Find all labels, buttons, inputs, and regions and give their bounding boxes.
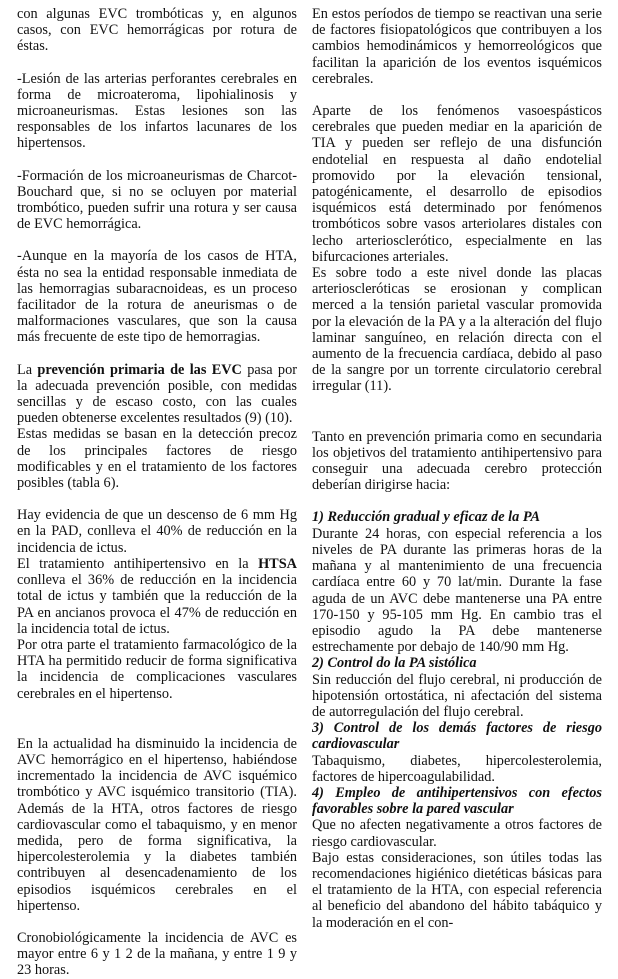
paragraph: -Formación de los microaneurismas de Charcot-Bouchard que, si no se ocluyen por material trombótico, pueden sufrir una rotura y ser causa de EVC hemorrágica. [17,167,297,233]
paragraph: Tabaquismo, diabetes, hipercolesterolemia, factores de hipercoagulabilidad. [312,752,602,785]
subheading: 1) Reducción gradual y eficaz de la PA [312,509,541,526]
bold-term: prevención primaria de las EVC [37,361,242,378]
paragraph: Tanto en prevención primaria como en secundaria los objetivos del tratamiento antihipertensivo para conseguir una adecuada cerebro protección deberían dirigirse hacia: [312,428,602,494]
paragraph: Durante 24 horas, con especial referencia a los niveles de PA durante las primeras horas de la mañana y al mantenimiento de una frecuencia cardíaca entre 60 y 70 lat/min. Durante la fase aguda de un AVC debe mantenerse una PA entre 170-150 y 95-105 mm Hg. En cambio tras el episodio agudo la PA debe mantenerse estrechamente por debajo de 140/90 mm Hg. [312,525,602,656]
paragraph: -Aunque en la mayoría de los casos de HTA, ésta no sea la entidad responsable inmediata de las hemorragias subaracnoideas, es un proceso facilitador de la rotura de aneurismas o de malformaciones vasculares, que son la causa más frecuente de este tipo de hemorragias. [17,248,297,346]
text-run: conlleva el 36% de reducción en la incidencia total de ictus y también que la reducción de la PA en ancianos provoca el 47% de reducción en la incidencia total de ictus. [17,572,297,637]
bold-term: HTSA [258,555,297,572]
left-column [17,6,297,979]
paragraph: Por otra parte el tratamiento farmacológico de la HTA ha permitido reducir de forma significativa la incidencia de complicaciones vasculares cerebrales en el hipertenso. [17,636,297,702]
paragraph: Es sobre todo a este nivel donde las placas arterioscleróticas se erosionan y complican merced a la tensión parietal vascular promovida por la elevación de la PA y a la alteración del flujo laminar sanguíneo, en relación directa con el aumento de la frecuencia cardíaca, debido al paso de la sangre por un torrente circulatorio cerebral irregular (11). [312,265,602,395]
text-run: pasa por la adecuada prevención posible, con medidas sencillas y de escaso costo, con las cuales pueden obtenerse excelentes resultados (9) (10). [17,361,297,427]
paragraph: -Lesión de las arterias perforantes cerebrales en forma de microateroma, lipohialinosis y microaneurismas. Estas lesiones son las responsables de los infartos lacunares de los hipertensos. [17,70,297,152]
right-column [312,6,602,931]
paragraph: En la actualidad ha disminuido la incidencia de AVC hemorrágico en el hipertenso, habiéndose incrementado la incidencia de AVC isquémico trombótico y AVC isquémico transitorio (TIA). Además de la HTA, otros factores de riesgo cardiovascular como el tabaquismo, y en menor medida, pero de forma significativa, la hipercolesterolemia y la diabetes también contribuyen al desencadenamiento de los episodios isquémicos cerebrales en el hipertenso. [17,735,297,914]
text-run: El tratamiento antihipertensivo en la [17,555,259,572]
text-run: La [17,361,38,378]
paragraph: Aparte de los fenómenos vasoespásticos cerebrales que pueden mediar en la aparición de TIA y pueden ser reflejo de una disfunción endotelial en respuesta al daño endotelial promovido por la elevación tensional, patogénicamente, el desarrollo de episodios isquémicos está determinado por fenómenos trombóticos sobre vasos arteriolares distales con lecho arteriosclerótico, especialmente en las bifurcaciones arteriales. [312,103,602,265]
paragraph: Hay evidencia de que un descenso de 6 mm Hg en la PAD, conlleva el 40% de reducción en la incidencia de ictus. [17,507,297,556]
paragraph: con algunas EVC trombóticas y, en algunos casos, con EVC hemorrágicas por rotura de éstas. [17,6,297,55]
subheading: 4) Empleo de antihipertensivos con efectos favorables sobre la pared vascular [312,784,602,818]
paragraph [17,362,297,427]
paragraph: Estas medidas se basan en la detección precoz de los principales factores de riesgo modificables y en el tratamiento de los factores posibles (tabla 6). [17,426,297,492]
paragraph: Cronobiológicamente la incidencia de AVC es mayor entre 6 y 1 2 de la mañana, y entre 1 9 y 23 horas. [17,929,297,979]
subheading: 2) Control do la PA sistólica [312,655,477,672]
paragraph: Bajo estas consideraciones, son útiles todas las recomendaciones higiénico dietéticas básicas para el tratamiento de la HTA, con especial referencia al beneficio del abandono del hábito tabáquico y la moderación en el con- [312,849,602,931]
subheading: 3) Control de los demás factores de riesgo cardiovascular [312,720,602,753]
paragraph: En estos períodos de tiempo se reactivan una serie de factores fisiopatológicos que contribuyen a los cambios hemodinámicos y hemorreológicos que facilitan la aparición de los eventos isquémicos cerebrales. [312,6,602,87]
paragraph: Sin reducción del flujo cerebral, ni producción de hipotensión ortostática, ni afectación del sistema de autorregulación del flujo cerebral. [312,671,602,720]
paragraph: Que no afecten negativamente a otros factores de riesgo cardiovascular. [312,817,602,850]
paragraph [17,556,297,637]
